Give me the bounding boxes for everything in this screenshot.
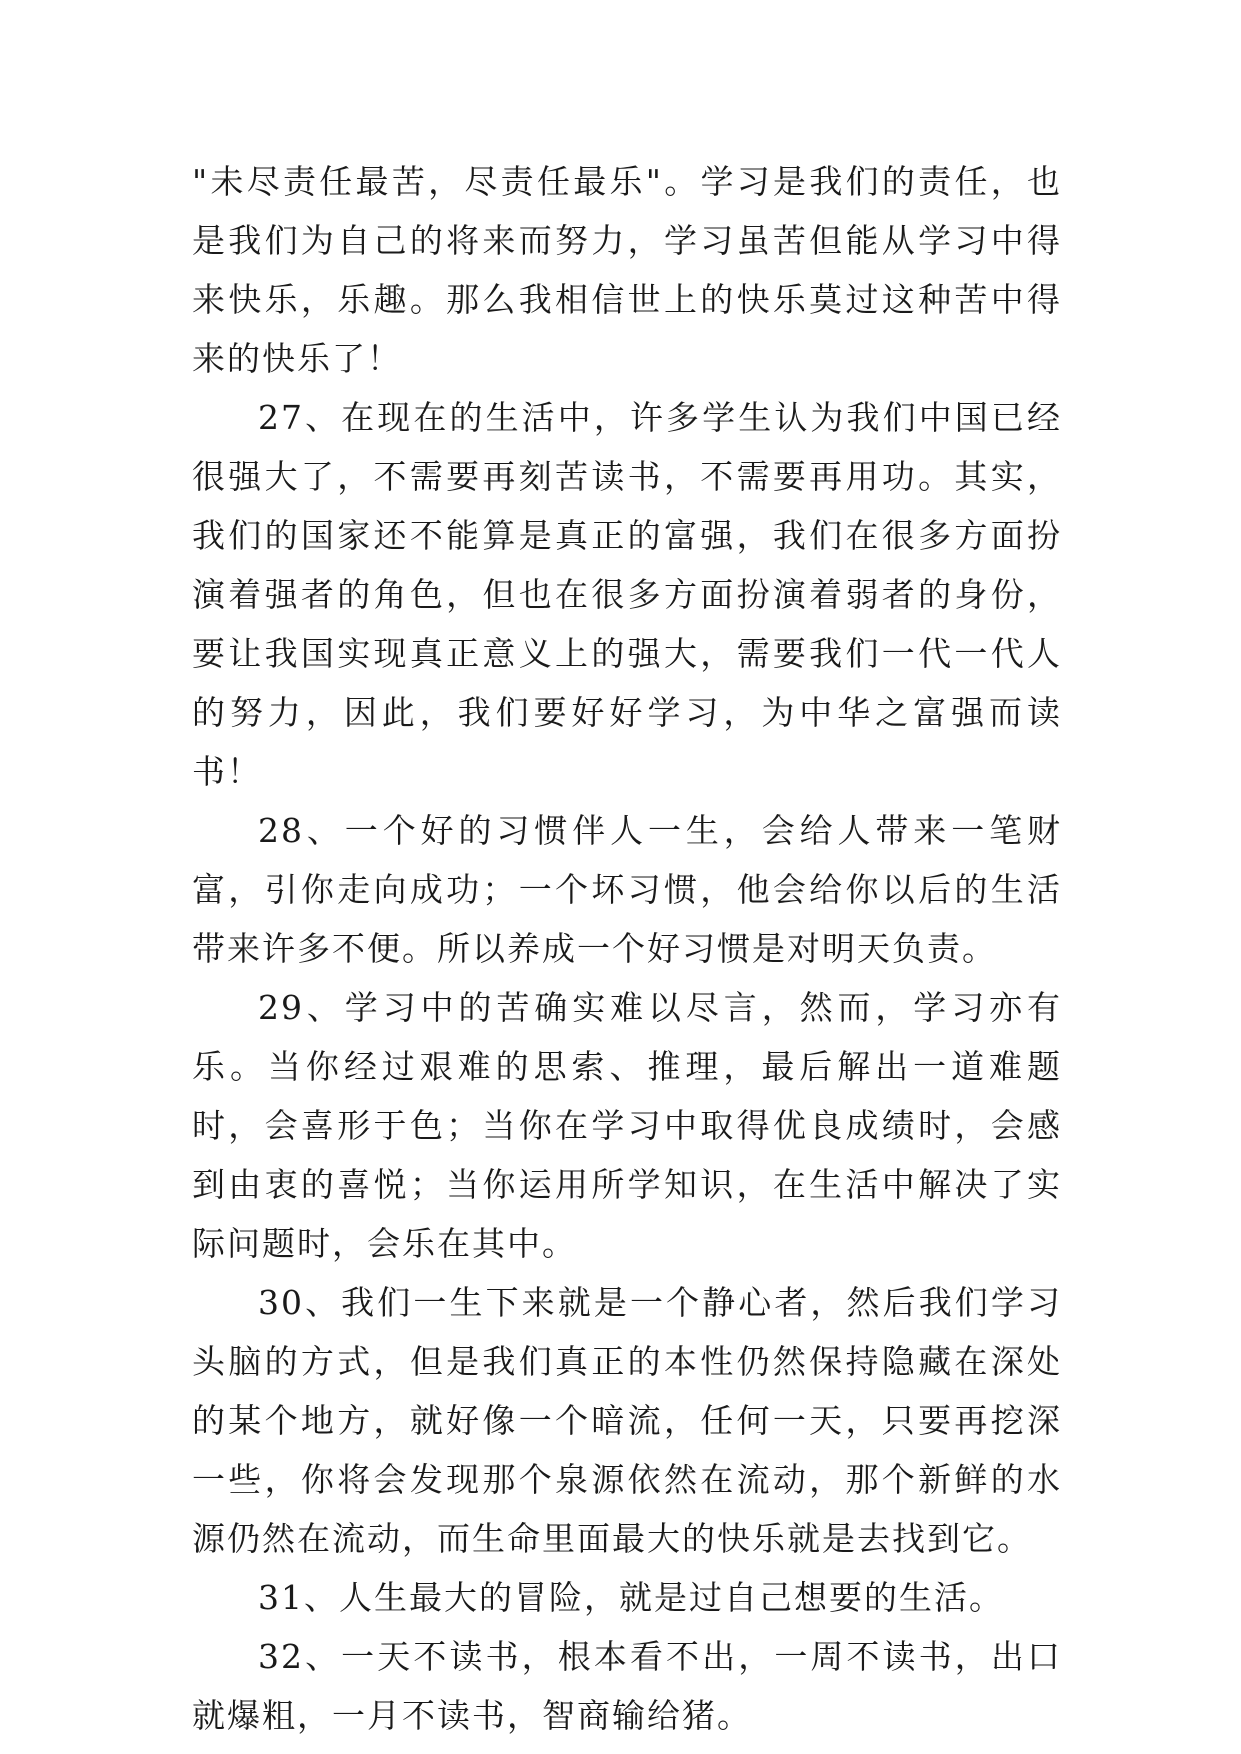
paragraph-27: 27、在现在的生活中，许多学生认为我们中国已经很强大了，不需要再刻苦读书，不需要再用功。其实，我们的国家还不能算是真正的富强，我们在很多方面扮演着强者的角色，但也在很多方面扮演着弱者的身份，要让我国实现真正意义上的强大，需要我们一代一代人的努力，因此，我们要好好学习，为中华之富强而读书！: [192, 398, 1062, 791]
paragraph-28: 28、一个好的习惯伴人一生，会给人带来一笔财富，引你走向成功；一个坏习惯，他会给你以后的生活带来许多不便。所以养成一个好习惯是对明天负责。: [192, 811, 1062, 968]
document-page: [192, 152, 1062, 1745]
paragraph-29: 29、学习中的苦确实难以尽言，然而，学习亦有乐。当你经过艰难的思索、推理，最后解出一道难题时，会喜形于色；当你在学习中取得优良成绩时，会感到由衷的喜悦；当你运用所学知识，在生活中解决了实际问题时，会乐在其中。: [192, 988, 1062, 1263]
paragraph-32: 32、一天不读书，根本看不出，一周不读书，出口就爆粗，一月不读书，智商输给猪。: [192, 1637, 1062, 1735]
paragraph-31: 31、人生最大的冒险，就是过自己想要的生活。: [258, 1578, 1004, 1617]
paragraph-30: 30、我们一生下来就是一个静心者，然后我们学习头脑的方式，但是我们真正的本性仍然保持隐藏在深处的某个地方，就好像一个暗流，任何一天，只要再挖深一些，你将会发现那个泉源依然在流动，那个新鲜的水源仍然在流动，而生命里面最大的快乐就是去找到它。: [192, 1283, 1062, 1558]
paragraph-continuation: "未尽责任最苦，尽责任最乐"。学习是我们的责任，也是我们为自己的将来而努力，学习虽苦但能从学习中得来快乐，乐趣。那么我相信世上的快乐莫过这种苦中得来的快乐了！: [192, 162, 1062, 378]
